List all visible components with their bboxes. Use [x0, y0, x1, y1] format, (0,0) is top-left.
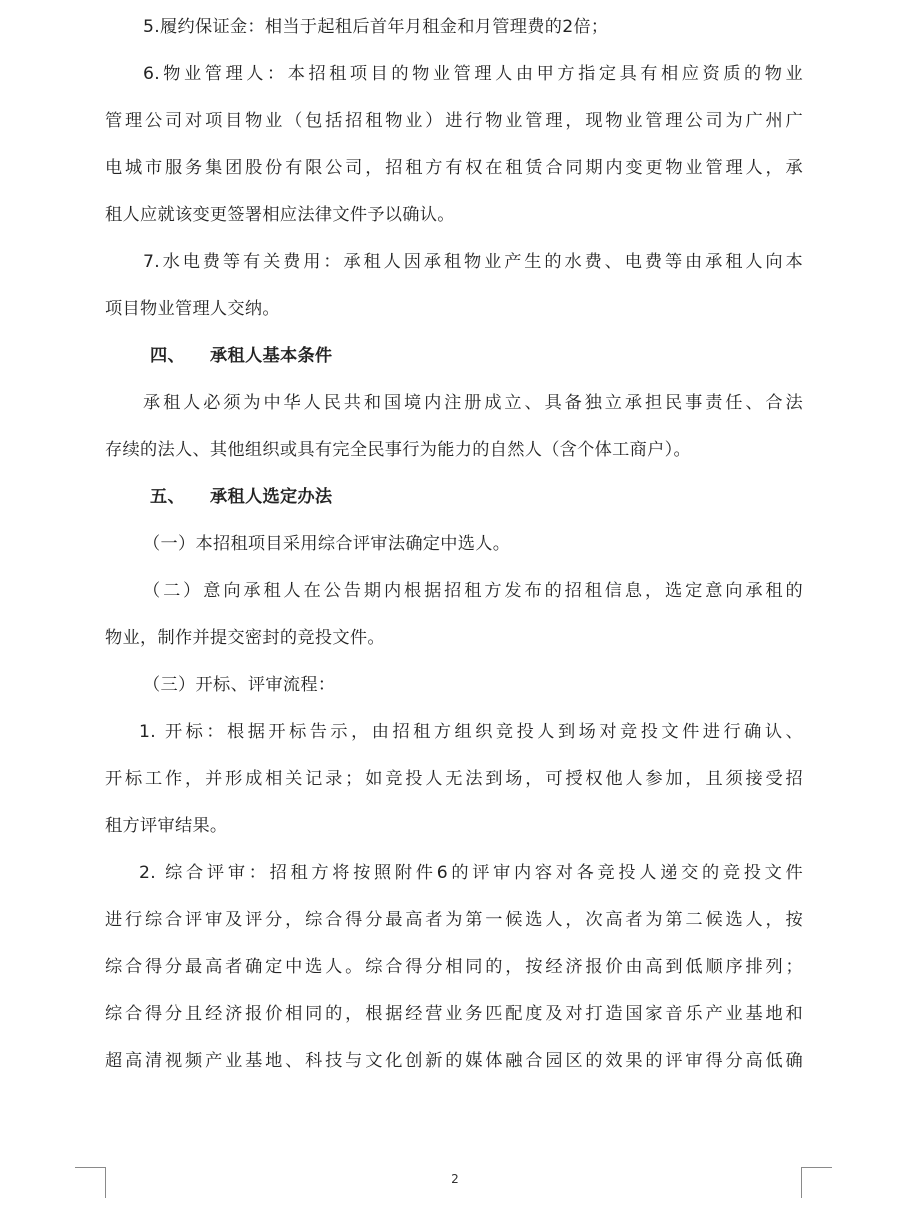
- margin-corner-mark-right: [801, 1167, 832, 1198]
- paragraph-line: 进行综合评审及评分，综合得分最高者为第一候选人，次高者为第二候选人，按: [105, 910, 803, 930]
- section-heading-title: 承租人基本条件: [210, 346, 333, 366]
- paragraph-line: 租方评审结果。: [105, 816, 228, 836]
- paragraph-line: 7.水电费等有关费用：承租人因承租物业产生的水费、电费等由承租人向本: [143, 252, 803, 272]
- section-heading-number: 五、: [150, 487, 185, 507]
- paragraph-line: 电城市服务集团股份有限公司，招租方有权在租赁合同期内变更物业管理人，承: [105, 158, 803, 178]
- paragraph-line: 5.履约保证金：相当于起租后首年月租金和月管理费的2倍；: [143, 17, 609, 37]
- paragraph-line: 租人应就该变更签署相应法律文件予以确认。: [105, 205, 455, 225]
- paragraph-line: 项目物业管理人交纳。: [105, 299, 280, 319]
- section-heading: [150, 344, 803, 368]
- paragraph-line: （一）本招租项目采用综合评审法确定中选人。: [143, 534, 511, 554]
- paragraph-line: 6.物业管理人：本招租项目的物业管理人由甲方指定具有相应资质的物业: [143, 64, 803, 84]
- paragraph-line: （三）开标、评审流程：: [143, 675, 336, 695]
- paragraph-line: 承租人必须为中华人民共和国境内注册成立、具备独立承担民事责任、合法: [143, 393, 803, 413]
- paragraph-line: 物业，制作并提交密封的竞投文件。: [105, 628, 385, 648]
- paragraph-line: （二）意向承租人在公告期内根据招租方发布的招租信息，选定意向承租的: [143, 581, 803, 601]
- paragraph-line: 管理公司对项目物业（包括招租物业）进行物业管理，现物业管理公司为广州广: [105, 111, 803, 131]
- page-number: 2: [451, 1172, 459, 1186]
- paragraph-line: 2. 综合评审：招租方将按照附件6的评审内容对各竞投人递交的竞投文件: [139, 863, 803, 883]
- section-heading: [150, 485, 803, 509]
- section-heading-number: 四、: [150, 346, 185, 366]
- margin-corner-mark-left: [75, 1167, 106, 1198]
- paragraph-line: 存续的法人、其他组织或具有完全民事行为能力的自然人（含个体工商户）。: [105, 440, 691, 460]
- section-heading-title: 承租人选定办法: [210, 487, 333, 507]
- paragraph-line: 超高清视频产业基地、科技与文化创新的媒体融合园区的效果的评审得分高低确: [105, 1051, 803, 1071]
- paragraph-line: 开标工作，并形成相关记录；如竞投人无法到场，可授权他人参加，且须接受招: [105, 769, 803, 789]
- paragraph-line: 1. 开标：根据开标告示，由招租方组织竞投人到场对竞投文件进行确认、: [139, 722, 803, 742]
- paragraph-line: 综合得分最高者确定中选人。综合得分相同的，按经济报价由高到低顺序排列；: [105, 957, 803, 977]
- paragraph-line: 综合得分且经济报价相同的，根据经营业务匹配度及对打造国家音乐产业基地和: [105, 1004, 803, 1024]
